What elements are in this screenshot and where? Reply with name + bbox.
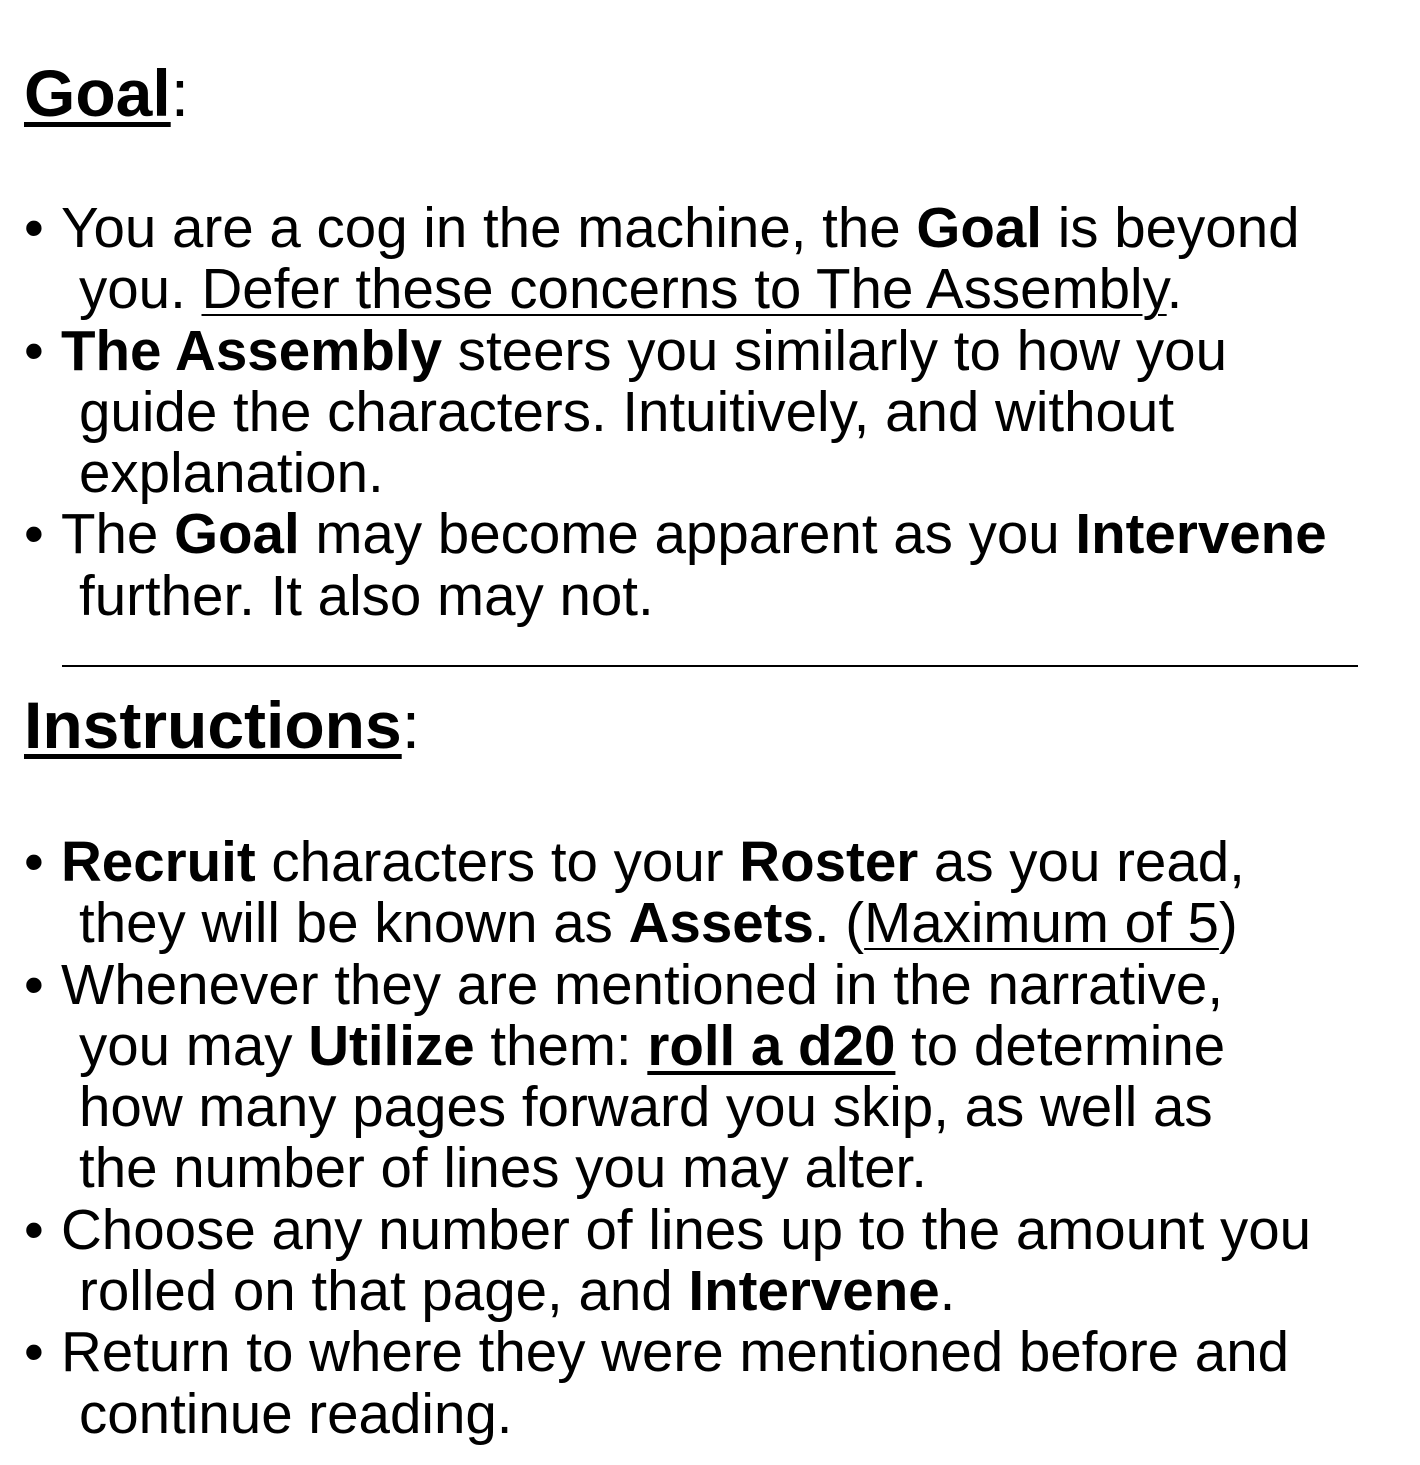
instructions-heading [24, 688, 421, 762]
text-line [61, 1260, 1311, 1321]
text-line [61, 320, 1327, 381]
text-run: The [61, 502, 175, 566]
text-line [61, 258, 1327, 319]
text-run: to determine [895, 1013, 1226, 1077]
text-line [61, 503, 1327, 564]
text-run: rolled on that page, and [79, 1259, 689, 1323]
text-run: you. [79, 257, 202, 321]
instructions-heading-word: Instructions [24, 688, 402, 762]
instructions-item-4 [24, 1321, 1311, 1444]
bullet-dot: • [24, 196, 44, 259]
text-line: how many pages forward you skip, as well as [79, 1075, 1213, 1139]
text-run: ) [1218, 891, 1238, 955]
bullet-dot: • [24, 830, 44, 893]
text-line [61, 892, 1311, 953]
bullet-dot: • [24, 952, 44, 1016]
bullet-dot: • [24, 1197, 44, 1261]
text-line [61, 197, 1327, 258]
text-line: further. It also may not. [79, 563, 654, 627]
instructions-item-1 [24, 831, 1311, 954]
text-line [61, 1015, 1311, 1076]
text-line: continue reading. [79, 1381, 513, 1445]
text-run: you may [79, 1013, 309, 1077]
bold-term-roster: Roster [739, 830, 919, 893]
goal-item-1 [24, 197, 1327, 320]
instructions-list [24, 831, 1311, 1444]
text-run: steers you similarly to how you [442, 318, 1228, 382]
instructions-item-3 [24, 1199, 1311, 1322]
bold-term-goal: Goal [916, 196, 1043, 259]
goal-heading-word: Goal [24, 56, 171, 130]
text-run: may become apparent as you [299, 502, 1076, 566]
underlined-maximum-phrase: Maximum of 5 [864, 891, 1219, 955]
text-run: You are a cog in the machine, the [61, 196, 917, 259]
text-line: the number of lines you may alter. [79, 1136, 927, 1200]
text-line: explanation. [79, 441, 384, 505]
bold-term-intervene: Intervene [1075, 502, 1327, 566]
bold-term-recruit: Recruit [61, 830, 256, 893]
goal-list [24, 197, 1327, 626]
bullet-dot: • [24, 502, 44, 566]
section-divider [62, 665, 1358, 667]
bullet-dot: • [24, 318, 44, 382]
bold-term-the-assembly: The Assembly [61, 318, 442, 382]
text-run: . [1166, 257, 1183, 321]
bold-term-goal: Goal [174, 502, 300, 566]
text-run: characters to your [255, 830, 740, 893]
text-line: Whenever they are mentioned in the narrative, [61, 952, 1224, 1016]
text-run: . [939, 1259, 956, 1323]
goal-heading-colon: : [170, 56, 190, 130]
goal-item-2 [24, 320, 1327, 504]
text-line: guide the characters. Intuitively, and without [79, 379, 1175, 443]
underlined-defer-phrase: Defer these concerns to The Assembly [201, 257, 1167, 321]
goal-heading [24, 56, 190, 130]
text-run: as you read, [918, 830, 1245, 893]
text-line: Choose any number of lines up to the amount you [61, 1197, 1312, 1261]
text-run: . ( [813, 891, 865, 955]
text-line [61, 831, 1311, 892]
bold-term-assets: Assets [628, 891, 814, 955]
goal-item-3 [24, 503, 1327, 626]
text-line: Return to where they were mentioned before and [61, 1320, 1290, 1384]
text-run: they will be known as [79, 891, 629, 955]
bold-term-utilize: Utilize [308, 1013, 475, 1077]
bullet-dot: • [24, 1320, 44, 1384]
bold-term-intervene: Intervene [688, 1259, 940, 1323]
instructions-item-2 [24, 954, 1311, 1199]
text-run: them: [474, 1013, 648, 1077]
instructions-heading-colon: : [401, 688, 421, 762]
text-run: is beyond [1042, 196, 1300, 259]
underlined-roll-phrase: roll a d20 [647, 1013, 896, 1077]
